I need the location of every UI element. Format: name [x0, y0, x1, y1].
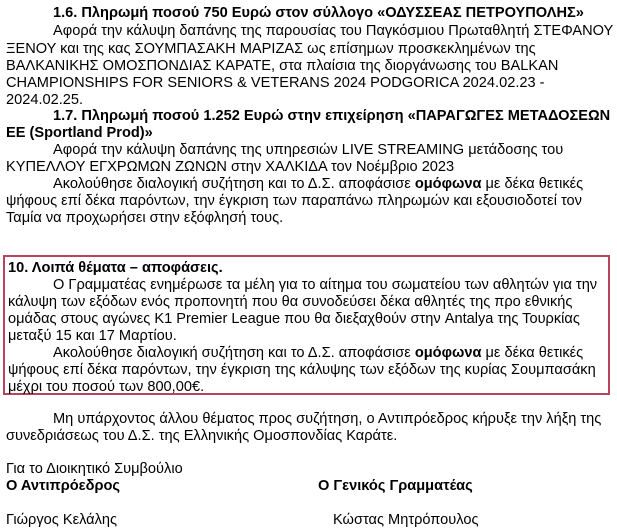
item-10-line: ομάδας στους αγώνες K1 Premier League που θα διεξαχθούν στην Antalya της Τουρκίας	[8, 311, 580, 327]
item-1-6-line: 2024.02.25.	[6, 92, 84, 108]
item-10-line: κάλυψη των εξόδων ενός προπονητή που θα συνοδεύσει δέκα αθλητές της προ εθνικής	[8, 294, 573, 310]
unanimous-text: ομόφωνα	[414, 345, 482, 361]
item-1-7-decision-line: Ταμία να προχωρήσει στην εξόφλησή τους.	[6, 210, 284, 226]
item-10-line: Ο Γραμματέας ενημέρωσε τα μέλη για το αίτημα του σωματείου των αθλητών για την	[53, 277, 598, 293]
item-1-7-line: Αφορά την κάλυψη δαπάνης της υπηρεσιών LIVE STREAMING μετάδοσης του	[53, 142, 564, 158]
item-10-heading: 10. Λοιπά θέματα – αποφάσεις.	[8, 260, 223, 276]
item-10-decision-line: μέχρι του ποσού των 800,00€.	[8, 379, 205, 395]
item-1-7-decision: Ακολούθησε διαλογική συζήτηση και το Δ.Σ. αποφάσισε ομόφωνα με δέκα θετικές	[53, 176, 584, 192]
item-1-6-heading: 1.6. Πληρωμή ποσού 750 Ευρώ στον σύλλογο «ΟΔΥΣΣΕΑΣ ΠΕΤΡΟΥΠΟΛΗΣ»	[53, 5, 584, 21]
vice-president-name: Γιώργος Κελάλης	[6, 512, 118, 528]
item-10-decision: Ακολούθησε διαλογική συζήτηση και το Δ.Σ. αποφάσισε ομόφωνα με δέκα θετικές	[53, 345, 584, 361]
item-1-6-line: ΒΑΛΚΑΝΙΚΗΣ ΟΜΟΣΠΟΝΔΙΑΣ ΚΑΡΑΤΕ, στα πλαίσια της διοργάνωσης του BALKAN	[6, 58, 559, 74]
board-label: Για το Διοικητικό Συμβούλιο	[6, 461, 183, 477]
vice-president-role: Ο Αντιπρόεδρος	[6, 478, 120, 494]
item-1-7-heading-cont: ΕΕ (Sportland Prod)»	[6, 125, 153, 141]
closing-line: συνεδριάσεως του Δ.Σ. της Ελληνικής Ομοσπονδίας Καράτε.	[6, 428, 398, 444]
item-1-7-decision-line: ψήφους επί δέκα παρόντων, την έγκριση των παραπάνω πληρωμών και εξουσιοδοτεί τον	[6, 193, 582, 209]
closing-line: Μη υπάρχοντος άλλου θέματος προς συζήτηση, ο Αντιπρόεδρος κήρυξε την λήξη της	[53, 411, 602, 427]
item-1-6-line: Αφορά την κάλυψη δαπάνης της παρουσίας του Παγκόσμιου Πρωταθλητή ΣΤΕΦΑΝΟΥ	[53, 23, 614, 39]
unanimous-text: ομόφωνα	[414, 176, 482, 192]
general-secretary-name: Κώστας Μητρόπουλος	[333, 512, 479, 528]
general-secretary-role: Ο Γενικός Γραμματέας	[318, 478, 473, 494]
item-1-7-line: ΚΥΠΕΛΛΟΥ ΕΓΧΡΩΜΩΝ ΖΩΝΩΝ στην ΧΑΛΚΙΔΑ τον Νοέμβριο 2023	[6, 159, 455, 175]
item-10-line: μεταξύ 15 και 17 Μαρτίου.	[8, 328, 177, 344]
item-10-decision-line: ψήφους επί δέκα παρόντων, την έγκριση της κάλυψης των εξόδων της κυρίας Σουμπασάκη	[8, 362, 596, 378]
item-1-6-line: ΞΕΝΟΥ και της κας ΣΟΥΜΠΑΣΑΚΗ ΜΑΡΙΖΑΣ ως επίσημων προσκεκλημένων της	[6, 41, 536, 57]
item-1-6-line: CHAMPIONSHIPS FOR SENIORS & VETERANS 2024 PODGORICA 2024.02.23 -	[6, 75, 545, 91]
item-1-7-heading: 1.7. Πληρωμή ποσού 1.252 Ευρώ στην επιχείρηση «ΠΑΡΑΓΩΓΕΣ ΜΕΤΑΔΟΣΕΩΝ	[53, 108, 611, 124]
